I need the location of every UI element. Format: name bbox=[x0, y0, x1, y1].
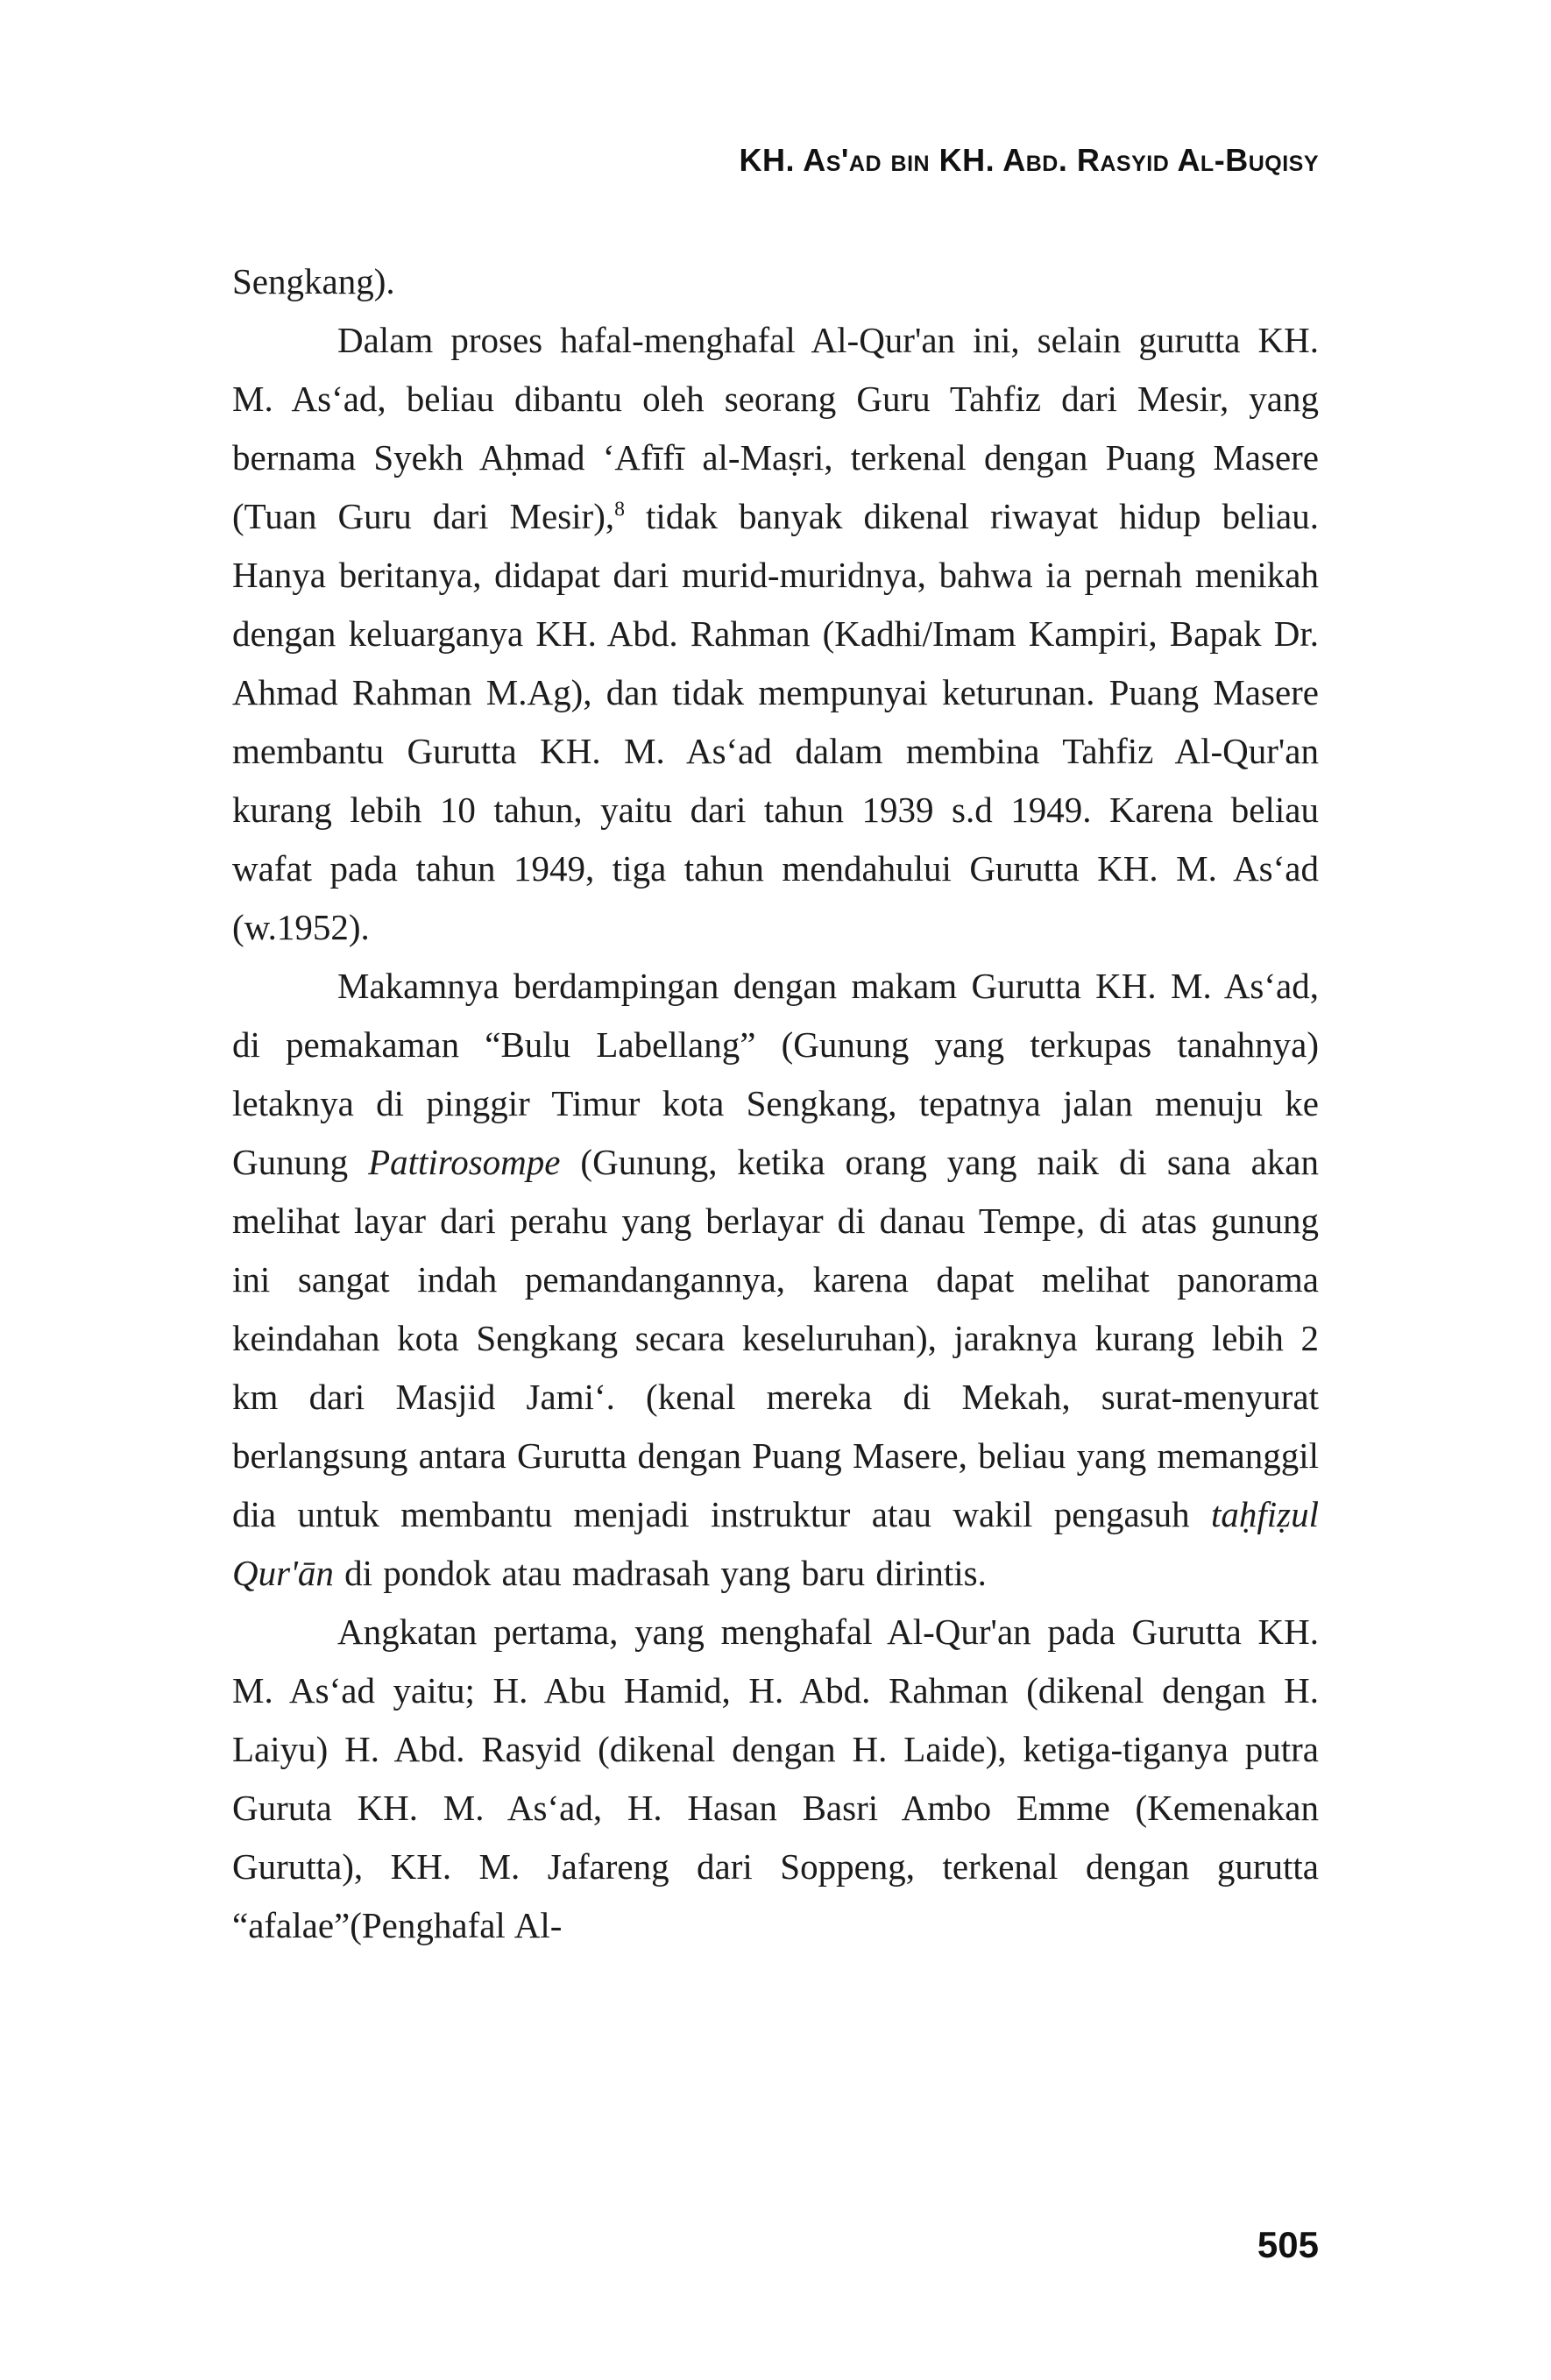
running-header: KH. As'ad bin KH. Abd. Rasyid Al-Buqisy bbox=[739, 142, 1319, 178]
text-run: Makamnya berdampingan dengan makam Gurutta KH. M. Asʻad, di pemakaman “Bulu Labellang” (Gunung yang terkupas tanahnya) letaknya di pinggir Timur kota Sengkang, tepatnya jalan menuju ke Gunung bbox=[232, 966, 1319, 1182]
text-run: Dalam proses hafal-menghafal Al-Qur'an ini, selain gurutta KH. M. Asʻad, beliau dibantu oleh seorang Guru Tahfiz dari Mesir, yang bernama Syekh Aḥmad ʻAfīfī al-Maṣri, terkenal dengan Puang Masere (Tuan Guru dari Mesir), bbox=[232, 320, 1319, 536]
page-number: 505 bbox=[1257, 2224, 1319, 2265]
footnote-ref: 8 bbox=[614, 498, 625, 521]
paragraph bbox=[232, 1603, 1319, 1955]
paragraph bbox=[232, 311, 1319, 957]
text-run: di pondok atau madrasah yang baru dirintis. bbox=[333, 1553, 987, 1593]
italic-text-run: taḥfiẓul Qur'ān bbox=[232, 1494, 1319, 1593]
italic-text-run: Pattirosompe bbox=[368, 1142, 561, 1182]
text-run: Sengkang). bbox=[232, 261, 395, 301]
text-run: (Gunung, ketika orang yang naik di sana akan melihat layar dari perahu yang berlayar di danau Tempe, di atas gunung ini sangat indah pemandangannya, karena dapat melihat panorama keindahan kota Sengkang secara keseluruhan), jaraknya kurang lebih 2 km dari Masjid Jamiʻ. (kenal mereka di Mekah, surat-menyurat berlangsung antara Gurutta dengan Puang Masere, beliau yang memanggil dia untuk membantu menjadi instruktur atau wakil pengasuh bbox=[232, 1142, 1320, 1534]
text-run: Angkatan pertama, yang menghafal Al-Qur'an pada Gurutta KH. M. Asʻad yaitu; H. Abu Hamid, H. Abd. Rahman (dikenal dengan H. Laiyu) H. Abd. Rasyid (dikenal dengan H. Laide), ketiga-tiganya putra Guruta KH. M. Asʻad, H. Hasan Basri Ambo Emme (Kemenakan Gurutta), KH. M. Jafareng dari Soppeng, terkenal dengan gurutta “afalae”(Penghafal Al- bbox=[232, 1611, 1319, 1945]
paragraph bbox=[232, 252, 1319, 311]
paragraph bbox=[232, 957, 1319, 1603]
page-body bbox=[232, 252, 1319, 1955]
text-run: tidak banyak dikenal riwayat hidup beliau. Hanya beritanya, didapat dari murid-muridnya, bahwa ia pernah menikah dengan keluarganya KH. Abd. Rahman (Kadhi/Imam Kampiri, Bapak Dr. Ahmad Rahman M.Ag), dan tidak mempunyai keturunan. Puang Masere membantu Gurutta KH. M. Asʻad dalam membina Tahfiz Al-Qur'an kurang lebih 10 tahun, yaitu dari tahun 1939 s.d 1949. Karena beliau wafat pada tahun 1949, tiga tahun mendahului Gurutta KH. M. Asʻad (w.1952). bbox=[232, 496, 1319, 947]
